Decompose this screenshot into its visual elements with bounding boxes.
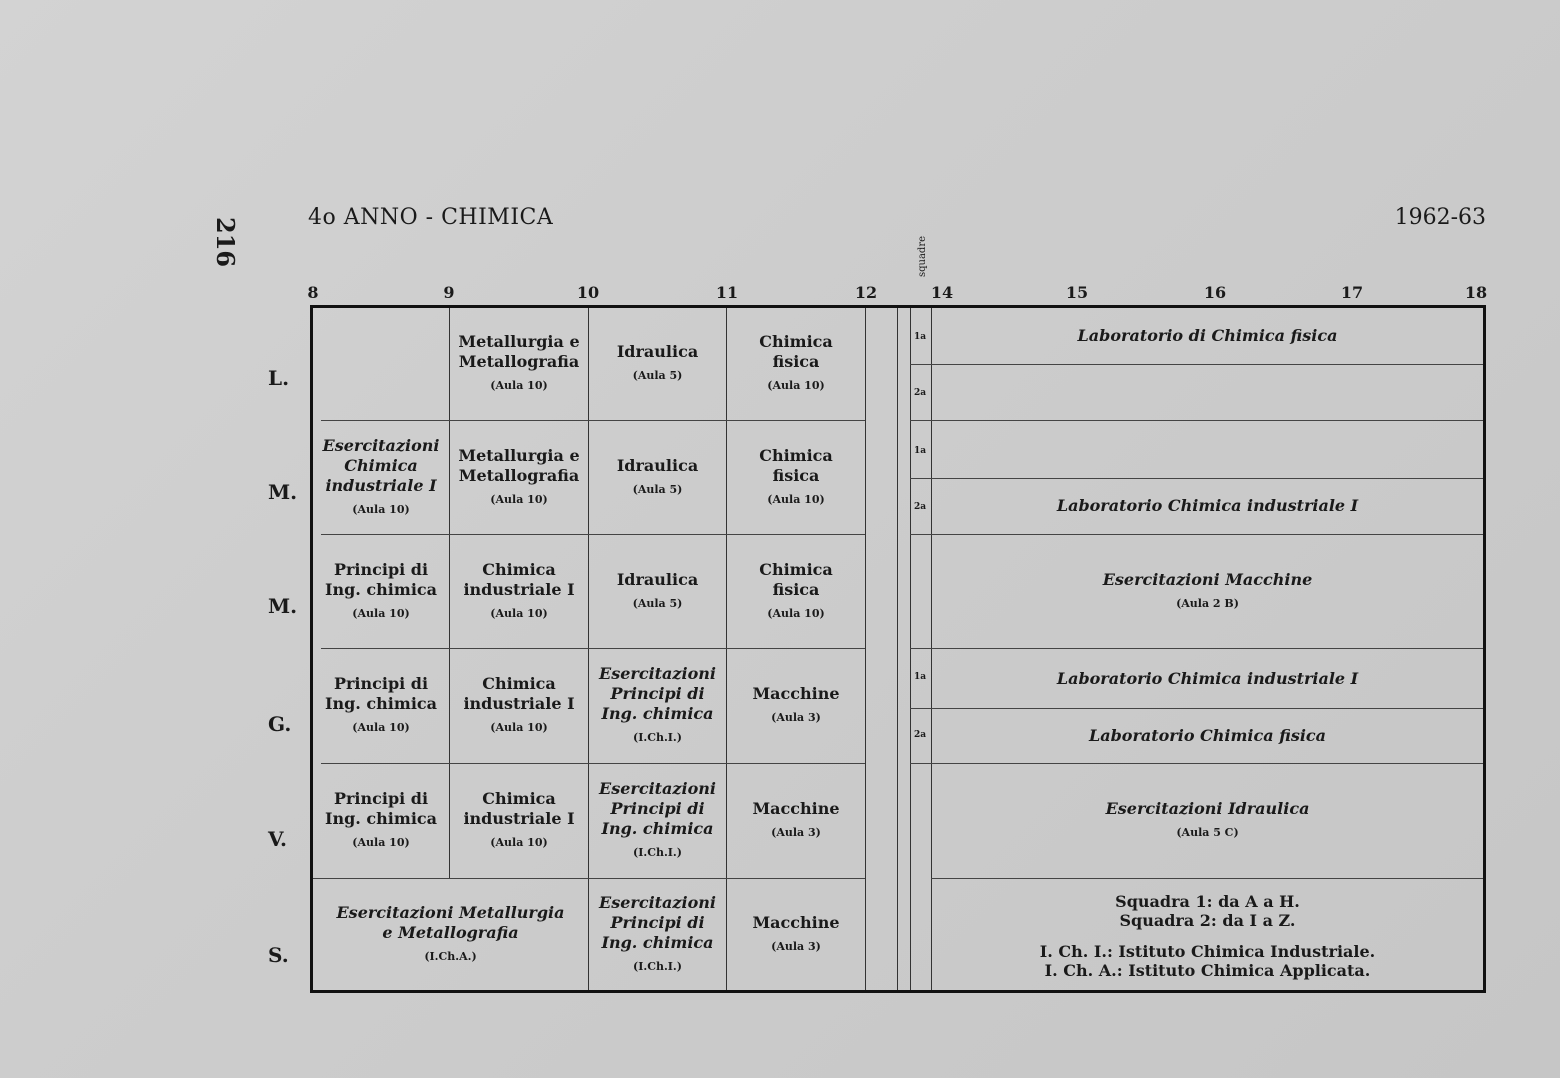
schedule-cell: Chimica fisica (Aula 10) bbox=[759, 445, 833, 506]
hour-label: 15 bbox=[1065, 283, 1089, 302]
day-label-friday: V. bbox=[268, 827, 287, 851]
schedule-cell: Esercitazioni Macchine (Aula 2 B) bbox=[1102, 569, 1313, 610]
schedule-cell: Esercitazioni Principi di Ing. chimica (I.Ch.I.) bbox=[599, 779, 716, 859]
schedule-cell: Esercitazioni Chimica industriale I (Aula 10) bbox=[322, 435, 440, 516]
squadra-mark: 1a bbox=[914, 446, 927, 456]
hour-label: 14 bbox=[930, 283, 954, 302]
grid-line bbox=[910, 308, 911, 990]
squadra-mark: 2a bbox=[914, 388, 927, 398]
schedule-cell: Metallurgia e Metallografia (Aula 10) bbox=[458, 445, 580, 506]
day-label-monday: L. bbox=[268, 366, 290, 390]
grid-line bbox=[897, 308, 898, 990]
footnote-institutes: I. Ch. I.: Istituto Chimica Industriale. I. Ch. A.: Istituto Chimica Applicata. bbox=[1039, 942, 1376, 980]
grid-line bbox=[865, 308, 866, 990]
hour-label: 11 bbox=[715, 283, 739, 302]
day-label-saturday: S. bbox=[268, 943, 289, 967]
grid-line bbox=[910, 648, 931, 649]
hour-label: 12 bbox=[854, 283, 878, 302]
hour-label: 18 bbox=[1464, 283, 1488, 302]
squadra-mark: 1a bbox=[914, 672, 927, 682]
schedule-cell: Metallurgia e Metallografia (Aula 10) bbox=[458, 332, 580, 392]
schedule-cell: Chimica industriale I (Aula 10) bbox=[463, 789, 575, 849]
grid-line bbox=[910, 478, 931, 479]
grid-line bbox=[910, 708, 931, 709]
hour-label: 8 bbox=[307, 283, 319, 302]
schedule-cell: Principi di Ing. chimica (Aula 10) bbox=[324, 559, 437, 620]
hour-label: 9 bbox=[443, 283, 455, 302]
schedule-cell: Chimica industriale I (Aula 10) bbox=[463, 559, 575, 620]
footnote-squadre: Squadra 1: da A a H. Squadra 2: da I a Z. bbox=[1115, 892, 1300, 930]
day-label-wednesday: M. bbox=[268, 594, 298, 618]
schedule-cell: Principi di Ing. chimica (Aula 10) bbox=[324, 789, 437, 849]
page-title: 4o ANNO - CHIMICA bbox=[308, 205, 554, 230]
hour-label: 16 bbox=[1203, 283, 1227, 302]
schedule-cell: Chimica fisica (Aula 10) bbox=[759, 559, 833, 620]
schedule-cell: Laboratorio Chimica industriale I bbox=[1056, 668, 1359, 688]
schedule-cell: Chimica fisica (Aula 10) bbox=[759, 332, 833, 392]
schedule-cell: Idraulica (Aula 5) bbox=[616, 342, 699, 382]
squadra-mark: 2a bbox=[914, 502, 927, 512]
schedule-cell: Idraulica (Aula 5) bbox=[616, 455, 699, 496]
grid-line bbox=[931, 420, 1483, 421]
day-label-thursday: G. bbox=[268, 712, 292, 736]
schedule-cell: Esercitazioni Principi di Ing. chimica (I.Ch.I.) bbox=[599, 664, 716, 744]
grid-line bbox=[910, 420, 931, 421]
squadre-column-label: squadre bbox=[917, 235, 928, 277]
hour-label: 17 bbox=[1340, 283, 1364, 302]
schedule-cell: Laboratorio Chimica industriale I bbox=[1056, 496, 1359, 515]
academic-year: 1962-63 bbox=[1394, 205, 1486, 230]
timetable-grid bbox=[310, 305, 1486, 993]
schedule-cell: Chimica industriale I (Aula 10) bbox=[463, 674, 575, 734]
schedule-cell: Macchine (Aula 3) bbox=[752, 684, 840, 724]
schedule-cell: Macchine (Aula 3) bbox=[752, 799, 840, 839]
schedule-cell: Laboratorio di Chimica fisica bbox=[1077, 326, 1338, 345]
schedule-cell: Macchine (Aula 3) bbox=[752, 912, 840, 953]
grid-line bbox=[931, 364, 1483, 365]
schedule-cell: Principi di Ing. chimica (Aula 10) bbox=[324, 674, 437, 734]
schedule-cell: Laboratorio Chimica fisica bbox=[1088, 726, 1327, 745]
squadra-mark: 2a bbox=[914, 730, 927, 740]
grid-line bbox=[910, 763, 931, 764]
day-label-tuesday: M. bbox=[268, 480, 298, 504]
schedule-cell: Idraulica (Aula 5) bbox=[616, 569, 699, 610]
page-number: 216 bbox=[211, 217, 240, 268]
schedule-cell: Esercitazioni Metallurgia e Metallografia (I.Ch.A.) bbox=[336, 902, 565, 963]
schedule-cell: Esercitazioni Idraulica (Aula 5 C) bbox=[1105, 799, 1310, 839]
grid-line bbox=[910, 534, 931, 535]
squadra-mark: 1a bbox=[914, 332, 927, 342]
grid-line bbox=[910, 364, 931, 365]
schedule-cell: Esercitazioni Principi di Ing. chimica (I.Ch.I.) bbox=[599, 892, 716, 973]
hour-label: 10 bbox=[576, 283, 600, 302]
grid-line bbox=[931, 878, 1483, 879]
